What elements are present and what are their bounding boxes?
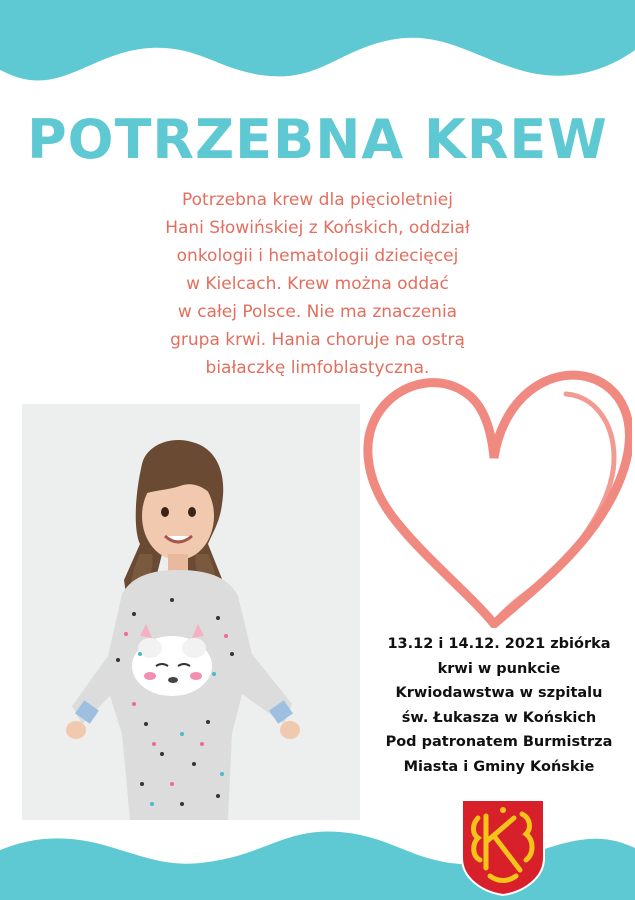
description-line: w całej Polsce. Nie ma znaczenia: [177, 302, 458, 322]
description-text: [120, 186, 515, 382]
info-line: Miasta i Gminy Końskie: [403, 758, 595, 775]
girl-photo: [22, 404, 360, 820]
top-wave-decoration: [0, 0, 635, 100]
description-line: onkologii i hematologii dziecięcej: [176, 246, 459, 266]
description-line: w Kielcach. Krew można oddać: [186, 274, 449, 294]
info-line: św. Łukasza w Końskich: [401, 709, 597, 726]
girl-illustration: [22, 404, 360, 820]
info-line: Pod patronatem Burmistrza: [385, 734, 613, 750]
heart-drawing: [362, 366, 632, 628]
description-line: Potrzebna krew dla pięcioletniej: [181, 190, 453, 210]
description-line: białaczkę limfoblastyczna.: [205, 358, 430, 378]
description-line: Hani Słowińskiej z Końskich, oddział: [165, 218, 470, 238]
info-line: krwi w punkcie: [437, 660, 561, 677]
heart-outline: [368, 375, 630, 624]
poster-title: POTRZEBNA KREW: [27, 108, 608, 171]
description-line: grupa krwi. Hania choruje na ostrą: [170, 330, 465, 350]
event-info-text: [368, 632, 630, 779]
info-line: Krwiodawstwa w szpitalu: [395, 685, 603, 701]
town-coat-of-arms-icon: [460, 798, 546, 896]
top-wave-shape: [0, 0, 635, 81]
heart-outline-stroke2: [498, 394, 614, 618]
info-line: 13.12 i 14.12. 2021 zbiórka: [387, 636, 611, 652]
